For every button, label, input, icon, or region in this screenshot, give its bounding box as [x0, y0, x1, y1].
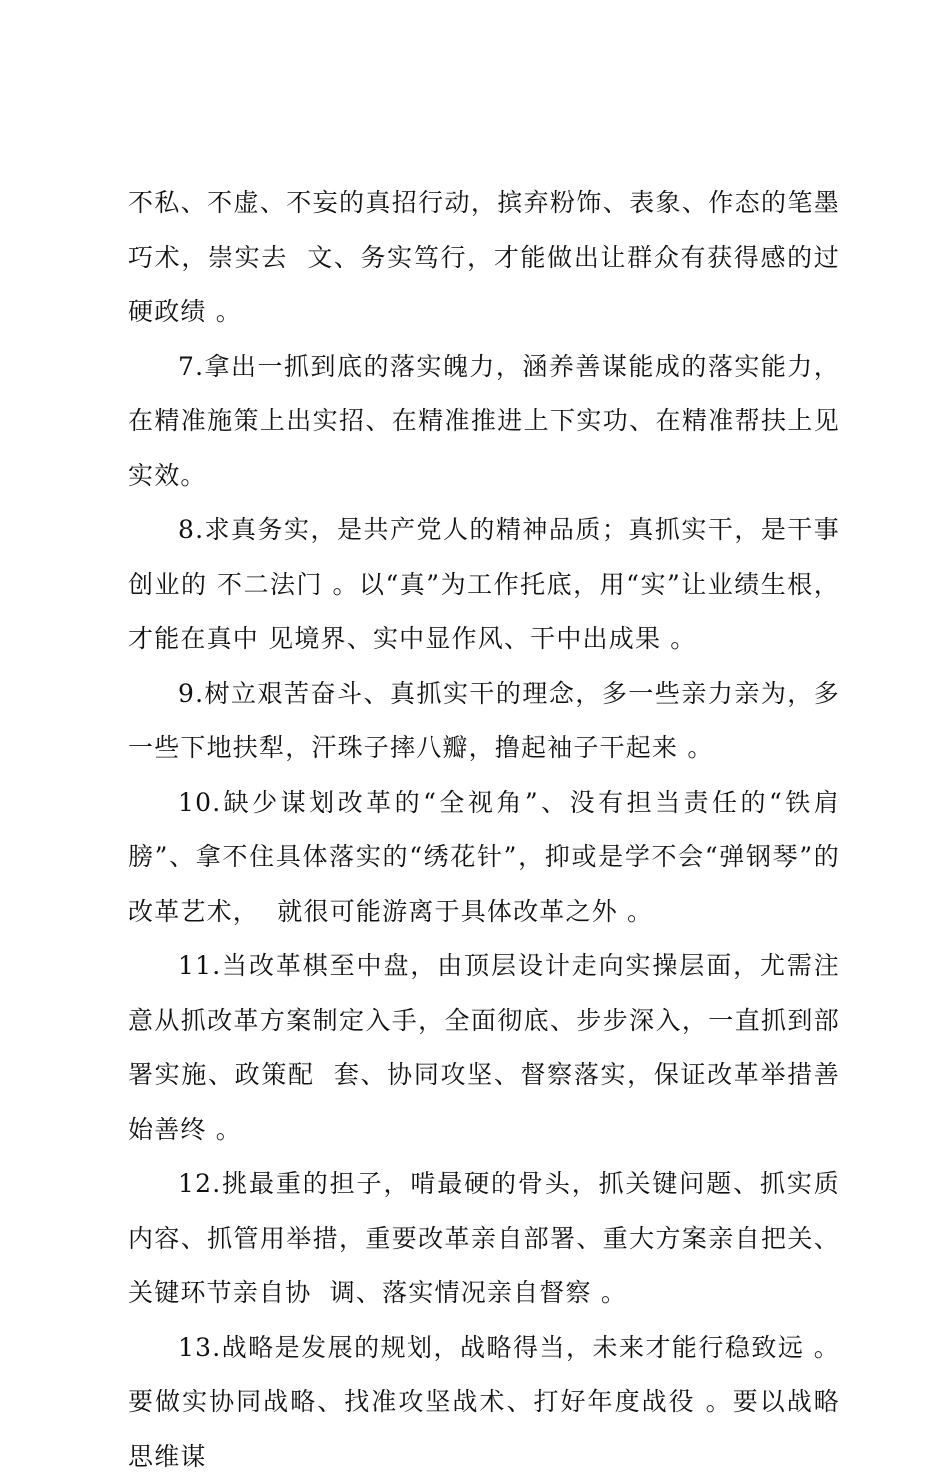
- paragraph-item-11: 11.当改革棋至中盘，由顶层设计走向实操层面，尤需注意从抓改革方案制定入手，全面彻底、步步深入，一直抓到部署实施、政策配 套、协同攻坚、督察落实，保证改革举措善始善终 。: [128, 939, 840, 1157]
- paragraph-continuation: 不私、不虚、不妄的真招行动，摈弃粉饰、表象、作态的笔墨巧术，崇实去 文、务实笃行，才能做出让群众有获得感的过硬政绩 。: [128, 176, 840, 340]
- paragraph-item-13: 13.战略是发展的规划，战略得当，未来才能行稳致远 。要做实协同战略、找准攻坚战术、打好年度战役 。要以战略思维谋: [128, 1321, 840, 1484]
- paragraph-item-8: 8.求真务实，是共产党人的精神品质；真抓实干，是干事创业的 不二法门 。以“真”为工作托底，用“实”让业绩生根，才能在真中 见境界、实中显作风、干中出成果 。: [128, 503, 840, 667]
- paragraph-item-7: 7.拿出一抓到底的落实魄力，涵养善谋能成的落实能力，在精准施策上出实招、在精准推进上下实功、在精准帮扶上见实效。: [128, 340, 840, 504]
- paragraph-item-10: 10.缺少谋划改革的“全视角”、没有担当责任的“铁肩膀”、拿不住具体落实的“绣花针”，抑或是学不会“弹钢琴”的改革艺术， 就很可能游离于具体改革之外 。: [128, 776, 840, 940]
- document-body: [128, 176, 840, 1484]
- paragraph-item-9: 9.树立艰苦奋斗、真抓实干的理念，多一些亲力亲为，多一些下地扶犁，汗珠子摔八瓣，撸起袖子干起来 。: [128, 667, 840, 776]
- paragraph-item-12: 12.挑最重的担子，啃最硬的骨头，抓关键问题、抓实质内容、抓管用举措，重要改革亲自部署、重大方案亲自把关、关键环节亲自协 调、落实情况亲自督察 。: [128, 1157, 840, 1321]
